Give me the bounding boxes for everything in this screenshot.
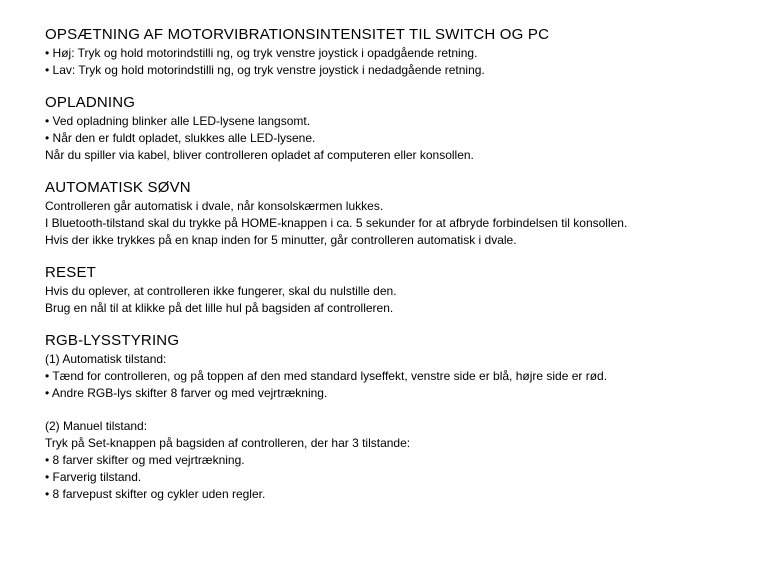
section-auto-sleep <box>45 179 755 249</box>
section-reset <box>45 264 755 317</box>
section-rgb-lighting <box>45 332 755 503</box>
manual-page <box>45 26 755 503</box>
section-motor-vibration <box>45 26 755 79</box>
text-line: • Ved opladning blinker alle LED-lysene langsomt. <box>45 114 311 128</box>
text-line: Brug en nål til at klikke på det lille hul på bagsiden af controlleren. <box>45 301 394 315</box>
section-heading: OPSÆTNING AF MOTORVIBRATIONSINTENSITET TIL SWITCH OG PC <box>45 26 550 43</box>
text-line: • Høj: Tryk og hold motorindstilli ng, og tryk venstre joystick i opadgående retning. <box>45 46 478 60</box>
text-line: Hvis du oplever, at controlleren ikke fungerer, skal du nulstille den. <box>45 284 397 298</box>
text-line: (1) Automatisk tilstand: <box>45 352 167 366</box>
text-line: • Lav: Tryk og hold motorindstilli ng, og tryk venstre joystick i nedadgående retning. <box>45 63 485 77</box>
text-line: • Når den er fuldt opladet, slukkes alle LED-lysene. <box>45 131 316 145</box>
text-line: Når du spiller via kabel, bliver controlleren opladet af computeren eller konsollen. <box>45 148 474 162</box>
text-line: Tryk på Set-knappen på bagsiden af controlleren, der har 3 tilstande: <box>45 436 411 450</box>
text-line: Hvis der ikke trykkes på en knap inden for 5 minutter, går controlleren automatisk i dvale. <box>45 233 517 247</box>
text-line: • Tænd for controlleren, og på toppen af den med standard lyseffekt, venstre side er blå, højre side er rød. <box>45 369 608 383</box>
text-line: • Andre RGB-lys skifter 8 farver og med vejrtrækning. <box>45 386 328 400</box>
section-heading: OPLADNING <box>45 94 136 111</box>
text-line: • Farverig tilstand. <box>45 470 142 484</box>
section-heading: AUTOMATISK SØVN <box>45 179 191 196</box>
section-heading: RGB-LYSSTYRING <box>45 332 180 349</box>
text-line: • 8 farver skifter og med vejrtrækning. <box>45 453 245 467</box>
section-charging <box>45 94 755 164</box>
text-line: Controlleren går automatisk i dvale, når konsolskærmen lukkes. <box>45 199 384 213</box>
text-line: I Bluetooth-tilstand skal du trykke på HOME-knappen i ca. 5 sekunder for at afbryde forbindelsen til konsollen. <box>45 216 628 230</box>
text-line: (2) Manuel tilstand: <box>45 419 148 433</box>
section-heading: RESET <box>45 264 97 281</box>
text-line: • 8 farvepust skifter og cykler uden regler. <box>45 487 266 501</box>
